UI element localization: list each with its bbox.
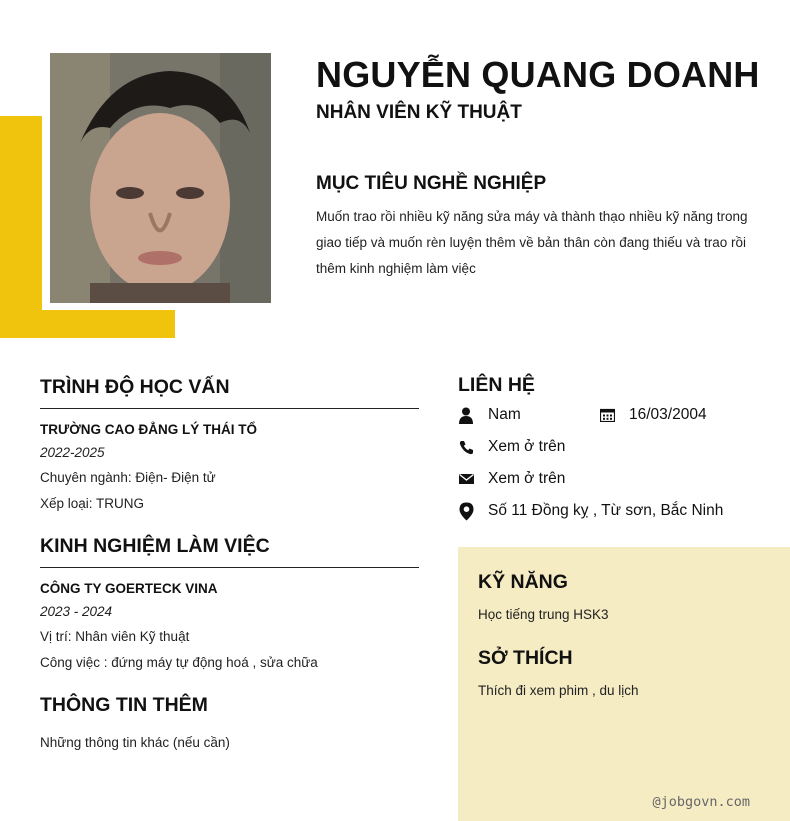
contact-birthdate: [599, 406, 707, 424]
contact-gender: [458, 406, 521, 424]
hobbies-heading: SỞ THÍCH: [478, 647, 573, 669]
extra-info-heading: THÔNG TIN THÊM: [40, 694, 208, 716]
experience-position: Vị trí: Nhân viên Kỹ thuật: [40, 629, 190, 644]
education-major: Chuyên ngành: Điện- Điện tử: [40, 470, 216, 485]
phone-value: Xem ở trên: [488, 438, 566, 455]
education-heading: TRÌNH ĐỘ HỌC VẤN: [40, 376, 230, 398]
skills-text: Học tiếng trung HSK3: [478, 607, 609, 622]
person-icon: [458, 406, 474, 424]
calendar-icon: [599, 406, 615, 424]
experience-heading: KINH NGHIỆM LÀM VIỆC: [40, 535, 270, 557]
job-title: NHÂN VIÊN KỸ THUẬT: [316, 102, 522, 123]
contact-address: [458, 502, 723, 520]
education-period: 2022-2025: [40, 445, 105, 460]
phone-icon: [458, 438, 474, 456]
birthdate-value: 16/03/2004: [629, 406, 707, 423]
extra-info-text: Những thông tin khác (nếu cần): [40, 735, 230, 750]
watermark: @jobgovn.com: [652, 794, 750, 810]
skills-heading: KỸ NĂNG: [478, 571, 568, 593]
experience-divider: [40, 567, 419, 568]
email-value: Xem ở trên: [488, 470, 566, 487]
address-value: Số 11 Đồng kỵ , Từ sơn, Bắc Ninh: [488, 502, 724, 519]
gender-value: Nam: [488, 406, 521, 423]
accent-bar-horizontal: [0, 310, 175, 338]
contact-phone: [458, 438, 565, 456]
accent-bar-vertical: [0, 116, 42, 338]
experience-duties: Công việc : đứng máy tự động hoá , sửa chữa: [40, 655, 318, 670]
location-pin-icon: [458, 502, 474, 520]
experience-company: CÔNG TY GOERTECK VINA: [40, 581, 218, 596]
education-divider: [40, 408, 419, 409]
education-grade: Xếp loại: TRUNG: [40, 496, 145, 511]
objective-heading: MỤC TIÊU NGHỀ NGHIỆP: [316, 173, 547, 194]
contact-email: [458, 470, 565, 488]
experience-period: 2023 - 2024: [40, 604, 113, 619]
candidate-name: NGUYỄN QUANG DOANH: [316, 54, 760, 95]
objective-text: Muốn trao rồi nhiều kỹ năng sửa máy và thành thạo nhiều kỹ năng trong giao tiếp và muốn rèn luyện thêm về bản thân còn đang thiếu và trao rồi thêm kinh nghiệm làm việc: [316, 209, 748, 276]
profile-photo: [50, 53, 271, 303]
mail-icon: [458, 470, 474, 488]
education-school: TRƯỜNG CAO ĐẲNG LÝ THÁI TỔ: [40, 422, 257, 437]
contact-heading: LIÊN HỆ: [458, 374, 535, 396]
hobbies-text: Thích đi xem phim , du lịch: [478, 683, 639, 698]
skills-panel: [458, 547, 790, 821]
